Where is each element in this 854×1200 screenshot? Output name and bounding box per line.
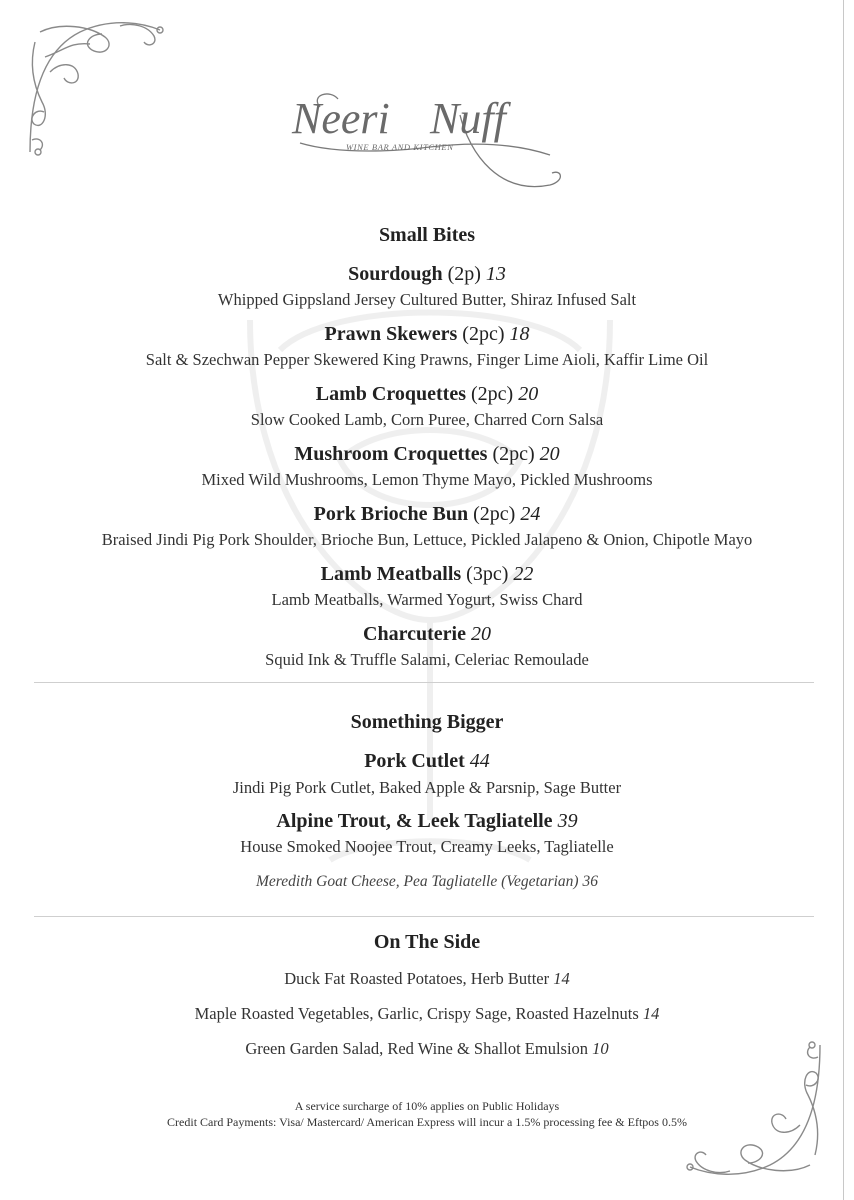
logo-word-1: Neeri xyxy=(292,94,390,143)
item-portion: (2pc) xyxy=(492,443,535,465)
menu-item-title xyxy=(0,383,854,406)
item-price: 13 xyxy=(485,263,506,285)
item-name: Pork Brioche Bun xyxy=(313,503,469,525)
item-price: 20 xyxy=(518,383,539,405)
item-price: 20 xyxy=(539,443,560,465)
section-divider xyxy=(34,916,814,917)
side-item xyxy=(0,1039,854,1059)
section-title-on-the-side: On The Side xyxy=(373,931,481,953)
menu-item-title xyxy=(0,623,854,646)
item-description: Whipped Gippsland Jersey Cultured Butter, Shiraz Infused Salt xyxy=(217,290,637,309)
item-description: Braised Jindi Pig Pork Shoulder, Brioche Bun, Lettuce, Pickled Jalapeno & Onion, Chipotle Mayo xyxy=(101,530,753,549)
item-name: Pork Cutlet xyxy=(364,750,465,772)
item-portion: (2pc) xyxy=(462,323,505,345)
menu-item-title xyxy=(0,443,854,466)
item-portion: (2pc) xyxy=(473,503,516,525)
item-name: Lamb Croquettes xyxy=(315,383,466,405)
side-item-price: 14 xyxy=(642,1004,660,1023)
side-item-price: 14 xyxy=(553,969,570,988)
item-price: 20 xyxy=(470,623,491,645)
vegetarian-option: Meredith Goat Cheese, Pea Tagliatelle (Vegetarian) 36 xyxy=(256,873,598,890)
item-portion: (2pc) xyxy=(470,383,514,405)
menu-item-title xyxy=(0,750,854,773)
item-name: Lamb Meatballs xyxy=(320,563,462,585)
side-item-name: Duck Fat Roasted Potatoes, Herb Butter xyxy=(284,969,550,988)
menu-item-title xyxy=(0,263,854,286)
side-item-name: Green Garden Salad, Red Wine & Shallot Emulsion xyxy=(245,1039,589,1058)
side-item xyxy=(0,1004,854,1024)
item-price: 39 xyxy=(557,810,578,832)
item-price: 24 xyxy=(520,503,541,525)
item-description: Jindi Pig Pork Cutlet, Baked Apple & Parsnip, Sage Butter xyxy=(232,778,622,797)
item-name: Sourdough xyxy=(348,263,443,285)
item-price: 18 xyxy=(509,323,530,345)
section-title-something-bigger: Something Bigger xyxy=(350,711,504,733)
menu-item-title xyxy=(0,810,854,833)
item-description: Mixed Wild Mushrooms, Lemon Thyme Mayo, Pickled Mushrooms xyxy=(201,470,653,489)
item-name: Charcuterie xyxy=(363,623,466,645)
item-portion: (3pc) xyxy=(466,563,509,585)
item-description: Slow Cooked Lamb, Corn Puree, Charred Corn Salsa xyxy=(250,410,604,429)
item-price: 22 xyxy=(513,563,534,585)
flourish-corner-icon xyxy=(20,12,170,162)
item-name: Mushroom Croquettes xyxy=(294,443,488,465)
side-item-name: Maple Roasted Vegetables, Garlic, Crispy Sage, Roasted Hazelnuts xyxy=(194,1004,639,1023)
surcharge-note: A service surcharge of 10% applies on Public Holidays xyxy=(294,1099,560,1113)
logo-word-2: Nuff xyxy=(430,94,506,143)
item-price: 44 xyxy=(469,750,490,772)
item-name: Alpine Trout, & Leek Tagliatelle xyxy=(276,810,553,832)
card-fee-note: Credit Card Payments: Visa/ Mastercard/ American Express will incur a 1.5% processing fee & Eftpos 0.5% xyxy=(167,1115,687,1129)
side-item-price: 10 xyxy=(592,1039,609,1058)
menu-item-title xyxy=(0,323,854,346)
item-description: Lamb Meatballs, Warmed Yogurt, Swiss Chard xyxy=(271,590,583,609)
item-description: House Smoked Noojee Trout, Creamy Leeks, Tagliatelle xyxy=(240,837,614,856)
logo-tagline: WINE BAR AND KITCHEN xyxy=(346,142,454,152)
menu-item-title xyxy=(0,503,854,526)
section-divider xyxy=(34,682,814,683)
item-description: Squid Ink & Truffle Salami, Celeriac Remoulade xyxy=(265,650,589,669)
side-item xyxy=(0,969,854,989)
section-title-small-bites: Small Bites xyxy=(378,224,476,246)
restaurant-logo xyxy=(280,85,570,195)
menu-item-title xyxy=(0,563,854,586)
item-name: Prawn Skewers xyxy=(324,323,458,345)
item-description: Salt & Szechwan Pepper Skewered King Prawns, Finger Lime Aioli, Kaffir Lime Oil xyxy=(145,350,709,369)
item-portion: (2p) xyxy=(447,263,481,285)
